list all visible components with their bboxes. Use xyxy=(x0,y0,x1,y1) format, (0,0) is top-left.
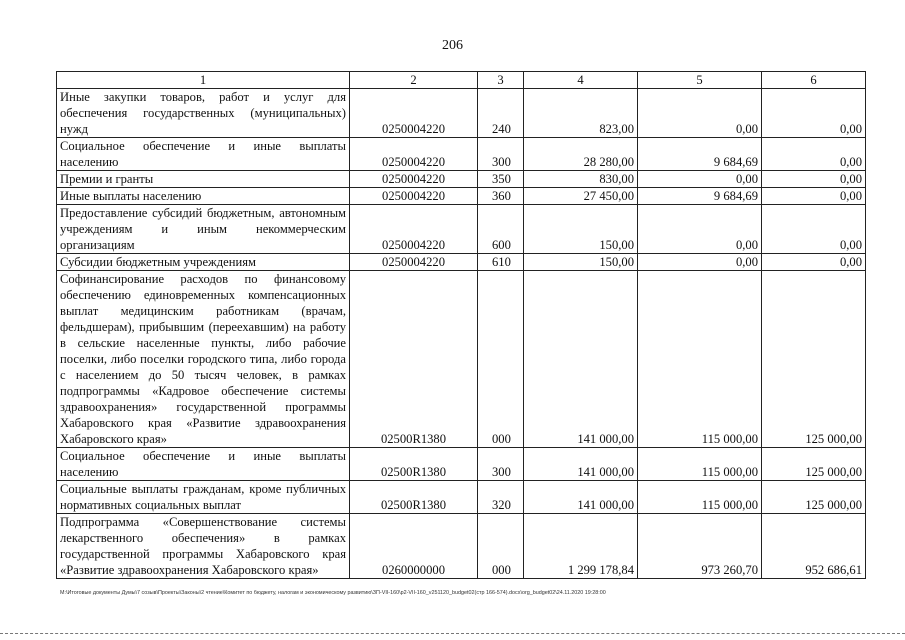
target-code: 0250004220 xyxy=(350,188,478,205)
table-row xyxy=(57,254,866,271)
amount-col6: 952 686,61 xyxy=(762,514,866,579)
column-header: 3 xyxy=(478,72,524,89)
target-code: 0250004220 xyxy=(350,205,478,254)
amount-col5: 115 000,00 xyxy=(638,271,762,448)
table-row xyxy=(57,188,866,205)
expense-type: 610 xyxy=(478,254,524,271)
expense-name: Предоставление субсидий бюджетным, автономным учреждениям и иным некоммерческим организациям xyxy=(57,205,350,254)
column-header: 6 xyxy=(762,72,866,89)
target-code: 02500R1380 xyxy=(350,448,478,481)
amount-col5: 115 000,00 xyxy=(638,481,762,514)
table-row xyxy=(57,171,866,188)
amount-col6: 0,00 xyxy=(762,205,866,254)
amount-col4: 141 000,00 xyxy=(524,271,638,448)
expense-name: Софинансирование расходов по финансовому обеспечению единовременных компенсационных выплат медицинским работникам (врачам, фельдшерам), прибывшим (переехавшим) на работу в сельские населенные пункты, либо рабочие поселки, либо поселки городского типа, либо города с населением до 50 тысяч человек, в рамках подпрограммы «Кадровое обеспечение системы здравоохранения» государственной программы Хабаровского края «Развитие здравоохранения Хабаровского края» xyxy=(57,271,350,448)
target-code: 0250004220 xyxy=(350,171,478,188)
expense-name: Подпрограмма «Совершенствование системы лекарственного обеспечения» в рамках государственной программы Хабаровского края «Развитие здравоохранения Хабаровского края» xyxy=(57,514,350,579)
column-header: 4 xyxy=(524,72,638,89)
target-code: 0250004220 xyxy=(350,89,478,138)
table-row xyxy=(57,271,866,448)
expense-name: Иные закупки товаров, работ и услуг для обеспечения государственных (муниципальных) нужд xyxy=(57,89,350,138)
amount-col6: 125 000,00 xyxy=(762,271,866,448)
amount-col6: 0,00 xyxy=(762,188,866,205)
expense-type: 000 xyxy=(478,514,524,579)
page-number: 206 xyxy=(442,38,463,53)
amount-col6: 0,00 xyxy=(762,138,866,171)
amount-col5: 0,00 xyxy=(638,254,762,271)
amount-col6: 0,00 xyxy=(762,89,866,138)
amount-col4: 141 000,00 xyxy=(524,448,638,481)
footer-file-path: M:\Итоговые документы Думы\7 созыв\Проекты\Законы\2 чтение\Комитет по бюджету, налогам и экономическому развитию\ЗП-VII-160\р2-VII-160_v251120_budget02(стр 166-574).docx\org_budget02\24.11.2020 19:28:00 xyxy=(60,590,606,596)
expense-name: Субсидии бюджетным учреждениям xyxy=(57,254,350,271)
amount-col4: 823,00 xyxy=(524,89,638,138)
amount-col4: 28 280,00 xyxy=(524,138,638,171)
expense-type: 360 xyxy=(478,188,524,205)
table-row xyxy=(57,514,866,579)
target-code: 0250004220 xyxy=(350,138,478,171)
expense-type: 300 xyxy=(478,448,524,481)
expense-name: Социальные выплаты гражданам, кроме публичных нормативных социальных выплат xyxy=(57,481,350,514)
expense-type: 600 xyxy=(478,205,524,254)
column-header: 2 xyxy=(350,72,478,89)
target-code: 02500R1380 xyxy=(350,271,478,448)
expense-name: Социальное обеспечение и иные выплаты населению xyxy=(57,448,350,481)
amount-col6: 125 000,00 xyxy=(762,481,866,514)
amount-col4: 830,00 xyxy=(524,171,638,188)
table-row xyxy=(57,448,866,481)
table-header-row xyxy=(57,72,866,89)
table-row xyxy=(57,138,866,171)
expense-type: 240 xyxy=(478,89,524,138)
column-header: 1 xyxy=(57,72,350,89)
expense-type: 320 xyxy=(478,481,524,514)
amount-col5: 9 684,69 xyxy=(638,188,762,205)
amount-col5: 973 260,70 xyxy=(638,514,762,579)
target-code: 0250004220 xyxy=(350,254,478,271)
expense-name: Премии и гранты xyxy=(57,171,350,188)
amount-col5: 115 000,00 xyxy=(638,448,762,481)
amount-col5: 0,00 xyxy=(638,205,762,254)
expense-name: Иные выплаты населению xyxy=(57,188,350,205)
expense-name: Социальное обеспечение и иные выплаты населению xyxy=(57,138,350,171)
amount-col4: 150,00 xyxy=(524,205,638,254)
table-row xyxy=(57,205,866,254)
expense-type: 350 xyxy=(478,171,524,188)
expense-type: 300 xyxy=(478,138,524,171)
expense-type: 000 xyxy=(478,271,524,448)
table-row xyxy=(57,89,866,138)
amount-col4: 141 000,00 xyxy=(524,481,638,514)
page-bottom-divider xyxy=(0,633,905,634)
amount-col6: 0,00 xyxy=(762,171,866,188)
amount-col5: 0,00 xyxy=(638,89,762,138)
target-code: 02500R1380 xyxy=(350,481,478,514)
column-header: 5 xyxy=(638,72,762,89)
table-row xyxy=(57,481,866,514)
amount-col4: 1 299 178,84 xyxy=(524,514,638,579)
budget-table xyxy=(56,71,866,579)
amount-col6: 125 000,00 xyxy=(762,448,866,481)
amount-col5: 0,00 xyxy=(638,171,762,188)
amount-col5: 9 684,69 xyxy=(638,138,762,171)
amount-col6: 0,00 xyxy=(762,254,866,271)
target-code: 0260000000 xyxy=(350,514,478,579)
amount-col4: 27 450,00 xyxy=(524,188,638,205)
amount-col4: 150,00 xyxy=(524,254,638,271)
